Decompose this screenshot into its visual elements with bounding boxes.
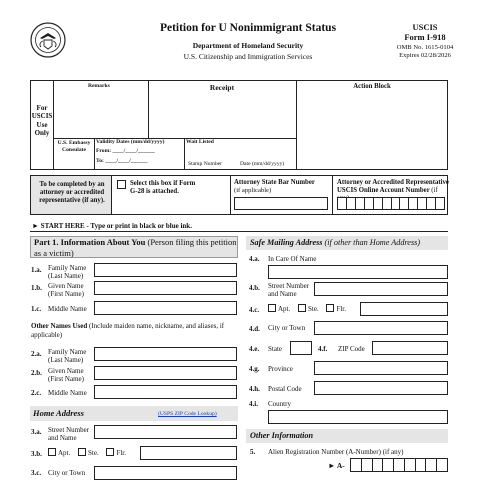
- omb-number: OMB No. 1615-0104: [396, 44, 454, 51]
- item-num: 4.g.: [249, 365, 260, 373]
- home-street-label: Street Number and Name: [48, 426, 90, 443]
- item-num: 5.: [250, 448, 256, 456]
- department-name: Department of Homeland Security: [192, 41, 304, 50]
- bar-number-sub: (if applicable): [234, 187, 272, 194]
- g28-checkbox[interactable]: [117, 180, 126, 189]
- home-apt-checkbox[interactable]: [48, 448, 56, 456]
- a-number-label: Alien Registration Number (A-Number) (if any): [268, 448, 404, 456]
- g28-label: Select this box if Form G-28 is attached.: [130, 180, 196, 196]
- other-info-title: Other Information: [250, 431, 314, 440]
- mail-zip-input[interactable]: [372, 341, 448, 355]
- agency-name: U.S. Citizenship and Immigration Services: [183, 52, 313, 61]
- item-num: 2.b.: [31, 369, 42, 377]
- mail-country-input[interactable]: [268, 410, 448, 424]
- item-num: 4.h.: [249, 385, 260, 393]
- item-num: 4.d.: [249, 325, 260, 333]
- care-of-label: In Care Of Name: [268, 255, 317, 263]
- from-label: From: ____/____/______: [96, 148, 155, 154]
- to-label: To: ____/____/______: [96, 158, 148, 164]
- mail-street-label: Street Number and Name: [268, 282, 310, 299]
- care-of-input[interactable]: [268, 265, 448, 279]
- home-address-title: Home Address: [33, 408, 84, 418]
- item-num: 4.b.: [249, 284, 260, 292]
- stamp-number-label: Stamp Number: [188, 161, 223, 167]
- item-num: 2.c.: [31, 389, 42, 397]
- home-flr-checkbox[interactable]: [106, 448, 114, 456]
- item-num: 4.a.: [249, 255, 260, 263]
- middle-name-input[interactable]: [94, 301, 237, 315]
- safe-mailing-title: Safe Mailing Address (if other than Home Address): [250, 238, 421, 247]
- mail-city-label: City or Town: [268, 324, 306, 332]
- given-name-input[interactable]: [94, 281, 237, 295]
- uscis-account-title: Attorney or Accredited Representative USCIS Online Account Number (if: [337, 179, 449, 195]
- uscis-use-label: For USCIS Use Only: [31, 104, 53, 138]
- mail-province-input[interactable]: [314, 361, 448, 375]
- mail-country-label: Country: [268, 400, 291, 408]
- mail-unit-type: Apt. Ste. Flr.: [268, 304, 352, 313]
- mail-street-input[interactable]: [314, 282, 448, 296]
- wait-listed-label: Wait Listed: [186, 139, 214, 145]
- other-family-name-label: Family Name (Last Name): [48, 348, 87, 365]
- embassy-label: U.S. Embassy Consulate: [57, 140, 91, 153]
- mail-zip-label: ZIP Code: [338, 345, 365, 353]
- mail-ste-checkbox[interactable]: [298, 304, 306, 312]
- uscis-use-box: [30, 80, 448, 170]
- mail-unit-number-input[interactable]: [360, 302, 448, 316]
- other-family-name-input[interactable]: [94, 347, 237, 361]
- item-num: 3.b.: [31, 450, 42, 458]
- a-number-prefix: ► A-: [328, 461, 345, 470]
- item-num: 1.c.: [31, 305, 42, 313]
- mail-apt-checkbox[interactable]: [268, 304, 276, 312]
- other-middle-name-label: Middle Name: [48, 389, 87, 397]
- start-here: ► START HERE - Type or print in black or blue ink.: [32, 222, 192, 230]
- item-num: 4.i.: [249, 400, 258, 408]
- home-ste-checkbox[interactable]: [78, 448, 86, 456]
- home-street-input[interactable]: [94, 425, 237, 439]
- home-unit-number-input[interactable]: [140, 446, 237, 460]
- mail-province-label: Province: [268, 365, 293, 373]
- form-number: Form I-918: [404, 32, 446, 42]
- other-middle-name-input[interactable]: [94, 385, 237, 399]
- expiration-date: Expires 02/28/2026: [399, 52, 451, 59]
- date-label: Date (mm/dd/yyyy): [240, 161, 285, 167]
- form-title: Petition for U Nonimmigrant Status: [159, 22, 337, 34]
- dhs-seal: [30, 22, 66, 58]
- family-name-input[interactable]: [94, 263, 237, 277]
- mail-city-input[interactable]: [314, 321, 448, 335]
- other-names-heading: Other Names Used (Include maiden name, nickname, and aliases, if applicable): [31, 322, 225, 340]
- home-city-input[interactable]: [94, 466, 237, 480]
- bar-number-title: Attorney State Bar Number: [234, 179, 315, 186]
- home-city-label: City or Town: [48, 469, 86, 477]
- item-num: 4.c.: [249, 306, 260, 314]
- zip-lookup-link[interactable]: (USPS ZIP Code Lookup): [158, 411, 217, 417]
- a-number-field[interactable]: [350, 458, 448, 472]
- family-name-label: Family Name (Last Name): [48, 264, 87, 281]
- action-block-label: Action Block: [353, 83, 391, 90]
- item-num: 3.a.: [31, 428, 42, 436]
- bar-number-field[interactable]: [234, 197, 328, 210]
- other-given-name-label: Given Name (First Name): [48, 367, 84, 384]
- item-num: 1.a.: [31, 266, 42, 274]
- middle-name-label: Middle Name: [48, 305, 87, 313]
- given-name-label: Given Name (First Name): [48, 282, 84, 299]
- receipt-label: Receipt: [209, 83, 235, 92]
- item-num: 3.c.: [31, 469, 42, 477]
- mail-flr-checkbox[interactable]: [326, 304, 334, 312]
- mail-state-select[interactable]: [290, 341, 312, 355]
- mail-postal-label: Postal Code: [268, 385, 302, 393]
- item-num: 2.a.: [31, 350, 42, 358]
- part1-subtitle: (Person filing this petition as a victim): [34, 237, 237, 258]
- home-unit-type: Apt. Ste. Flr.: [48, 448, 132, 457]
- validity-label: Validity Dates (mm/dd/yyyy): [96, 139, 165, 145]
- remarks-label: Remarks: [88, 83, 110, 89]
- item-num: 4.e.: [249, 345, 260, 353]
- uscis-account-field[interactable]: [337, 197, 445, 210]
- mail-postal-input[interactable]: [314, 381, 448, 395]
- item-num: 4.f.: [318, 345, 328, 353]
- part1-title: Part 1. Information About You: [34, 237, 146, 247]
- agency-short: USCIS: [412, 22, 438, 32]
- mail-state-label: State: [268, 345, 282, 353]
- other-given-name-input[interactable]: [94, 366, 237, 380]
- attorney-intro: To be completed by an attorney or accredited representative (if any).: [39, 181, 105, 205]
- item-num: 1.b.: [31, 284, 42, 292]
